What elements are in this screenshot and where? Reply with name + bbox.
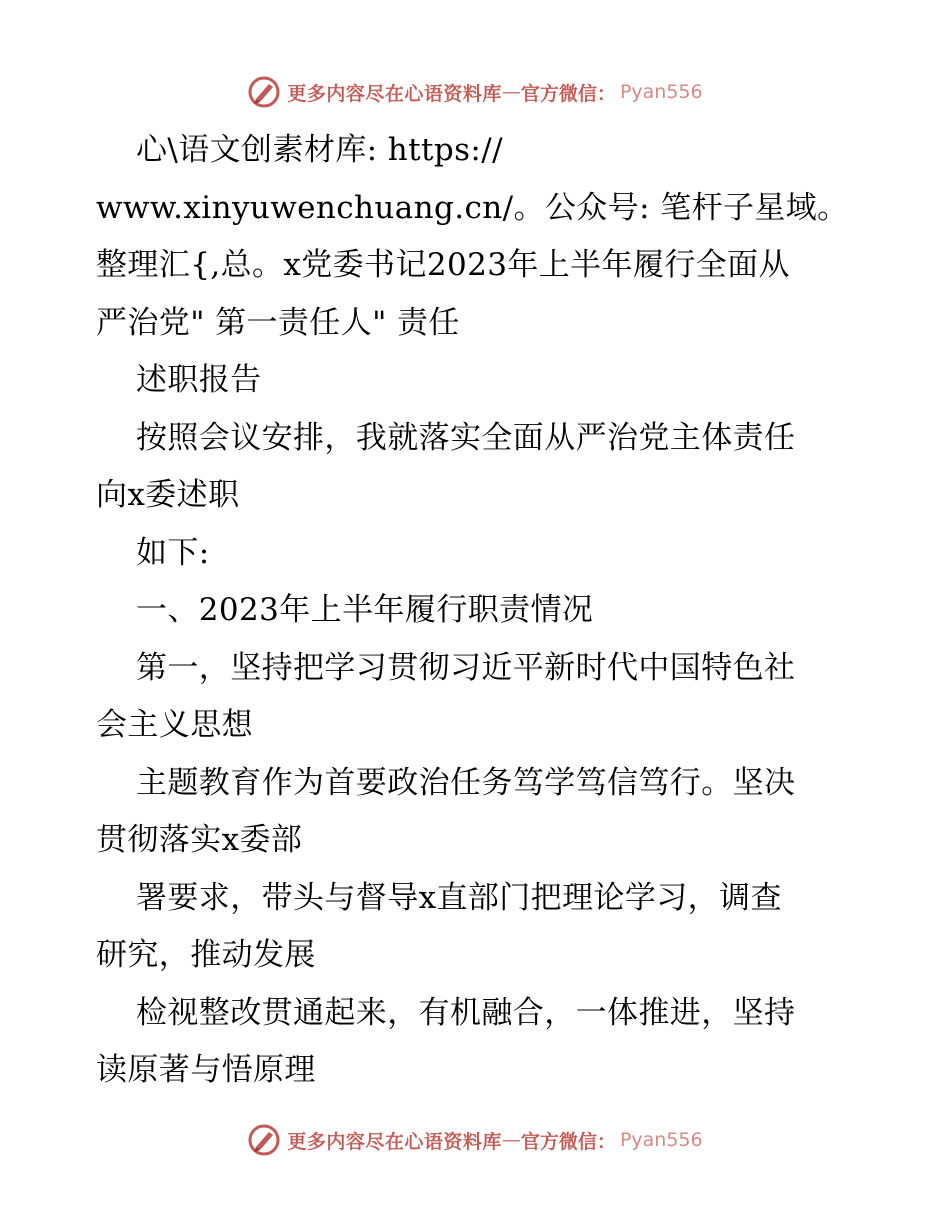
text-line: www.xinyuwenchuang.cn/。公众号: 笔杆子星域。 (96, 189, 849, 226)
paragraph-line: 读原著与悟原理 (96, 1052, 316, 1088)
watermark-wechat-id: Pyan556 (619, 81, 703, 103)
watermark-main-text: 更多内容尽在心语资料库 (287, 82, 502, 105)
pen-logo-icon (247, 1123, 281, 1157)
text-line: 心\语文创素材库: https:// (136, 132, 503, 168)
paragraph-line: 主题教育作为首要政治任务笃学笃信笃行。坚决 (136, 764, 796, 801)
footer-watermark (0, 1120, 950, 1160)
paragraph-line: 贯彻落实x委部 (96, 822, 303, 858)
document-body (96, 122, 866, 1100)
paragraph-line: 检视整改贯通起来，有机融合，一体推进，坚持 (136, 994, 796, 1031)
document-title-line: 述职报告 (136, 362, 262, 398)
document-title-line: 整理汇{,总。x党委书记2023年上半年履行全面从 (96, 247, 790, 283)
paragraph-line: 向x委述职 (96, 477, 240, 513)
watermark-wechat-label: 官方微信： (520, 1130, 616, 1153)
paragraph-line: 如下: (136, 534, 210, 571)
paragraph-line: 会主义思想 (96, 707, 253, 743)
section-heading: 一、2023年上半年履行职责情况 (136, 592, 594, 628)
paragraph-line: 研究，推动发展 (96, 937, 316, 973)
watermark-separator: — (501, 81, 521, 103)
watermark-wechat-id: Pyan556 (619, 1129, 703, 1151)
paragraph-line: 第一，坚持把学习贯彻习近平新时代中国特色社 (136, 649, 796, 686)
paragraph-line: 署要求，带头与督导x直部门把理论学习，调查 (136, 879, 782, 916)
watermark-wechat-label: 官方微信： (520, 82, 616, 105)
pen-logo-icon (247, 75, 281, 109)
watermark-separator: — (501, 1129, 521, 1151)
watermark-main-text: 更多内容尽在心语资料库 (287, 1130, 502, 1153)
document-title-line: 严治党" 第一责任人" 责任 (96, 304, 460, 341)
paragraph-line: 按照会议安排，我就落实全面从严治党主体责任 (136, 419, 796, 456)
header-watermark (0, 72, 950, 112)
